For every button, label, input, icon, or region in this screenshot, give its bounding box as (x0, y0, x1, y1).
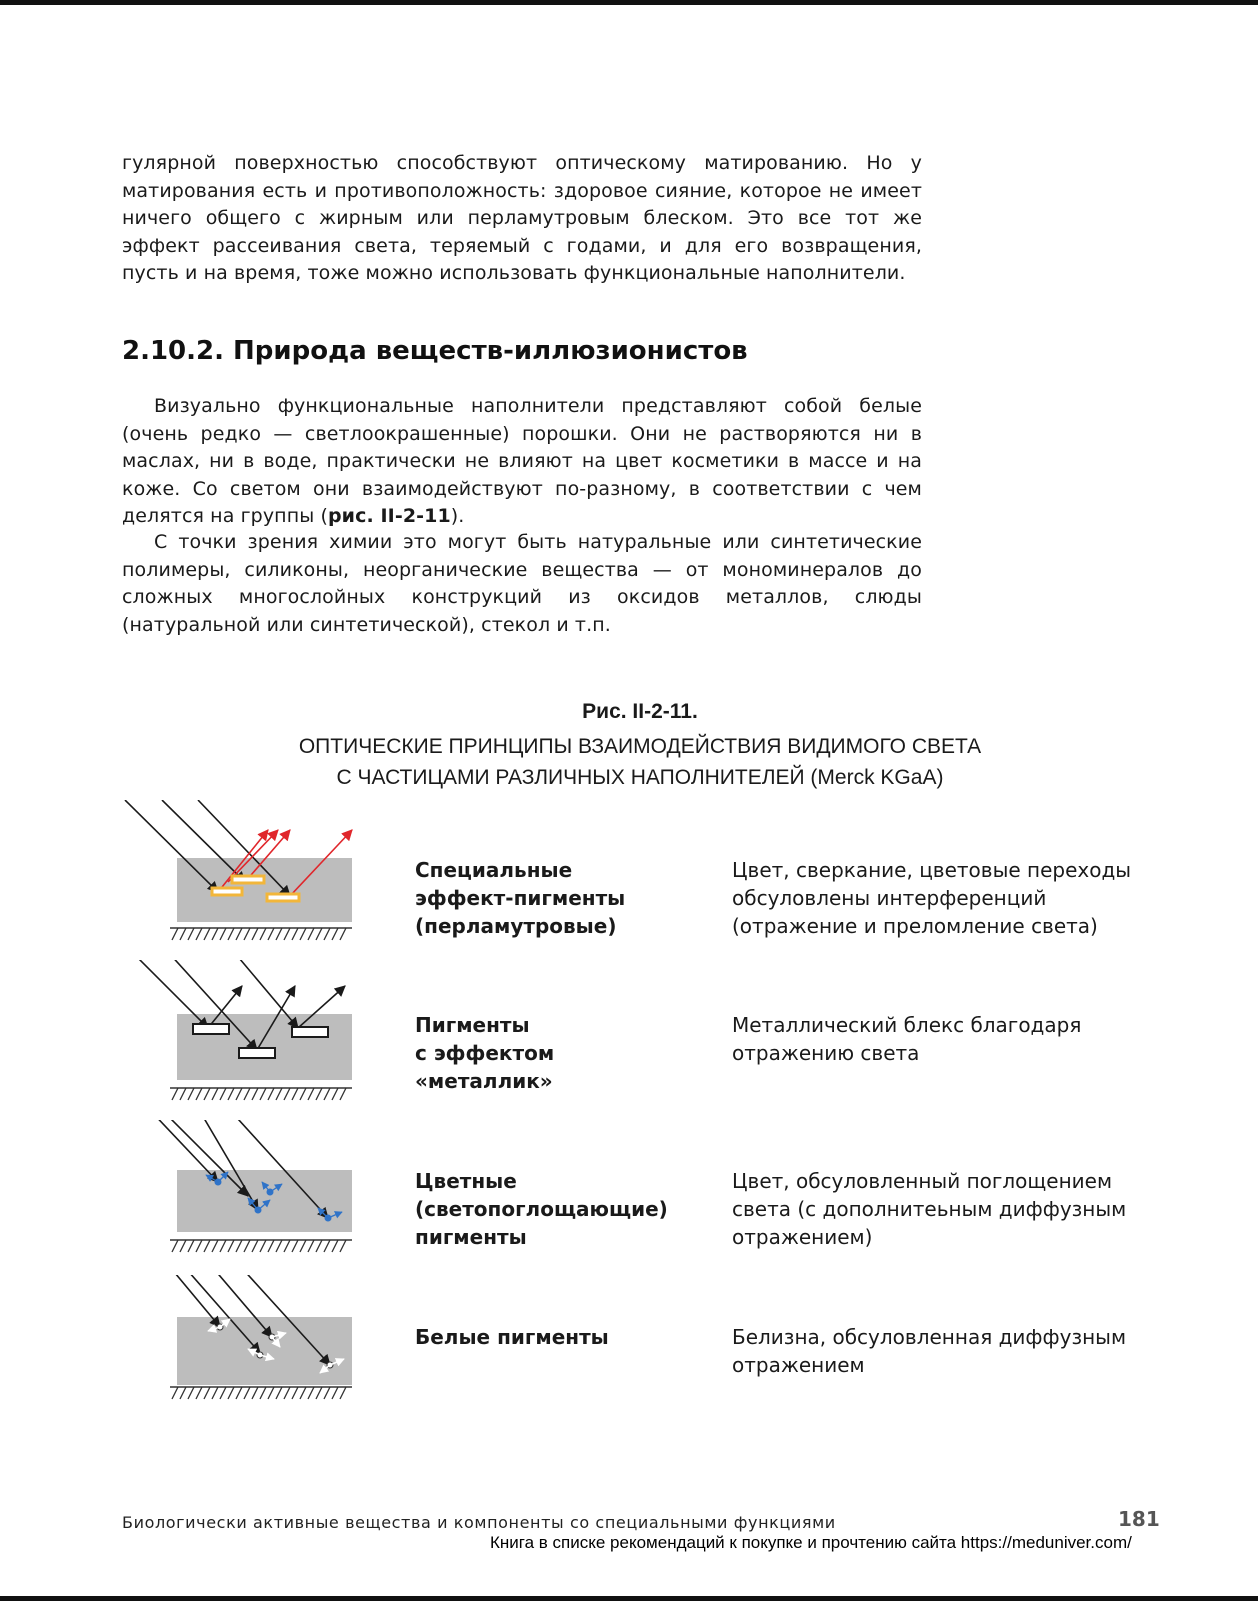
running-footer-title: Биологически активные вещества и компоненты со специальными функциями (122, 1513, 836, 1532)
body-paragraph-2 (122, 393, 922, 531)
desc-line: света (с дополнитеьным диффузным (732, 1197, 1127, 1221)
page-top-edge (0, 0, 1258, 5)
substrate-layer (177, 858, 352, 922)
desc-line: отражением (732, 1353, 865, 1377)
metallic-pigment-illustration (120, 960, 360, 1120)
name-line: (светопоглощающие) (415, 1197, 668, 1221)
name-line: (перламутровые) (415, 914, 617, 938)
page-number: 181 (1118, 1507, 1160, 1531)
white-pigment-description (732, 1323, 1172, 1379)
absorbing-pigment-description (732, 1167, 1172, 1251)
desc-line: Цвет, обсуловленный поглощением (732, 1169, 1113, 1193)
site-watermark: Книга в списке рекомендаций к покупке и прочтению сайта https://meduniver.com/ (490, 1533, 1132, 1552)
name-line: «металлик» (415, 1069, 553, 1093)
white-pigment-illustration (120, 1275, 360, 1435)
pearlescent-pigment-name (415, 856, 705, 940)
paragraph-2-end: ). (450, 505, 465, 527)
figure-title-line-1: ОПТИЧЕСКИЕ ПРИНЦИПЫ ВЗАИМОДЕЙСТВИЯ ВИДИМОГО СВЕТА (298, 735, 982, 758)
section-heading: 2.10.2. Природа веществ-иллюзионистов (122, 336, 748, 366)
name-line: Пигменты (415, 1013, 530, 1037)
pearlescent-pigment-description (732, 856, 1172, 940)
body-paragraph-3: С точки зрения химии это могут быть натуральные или синтетические полимеры, силиконы, неорганические вещества — от мономинералов до сложных многослойных конструкций из оксидов металлов, слюды (натуральной или синтетической), стекол и т.п. (122, 531, 922, 636)
desc-line: отражению света (732, 1041, 920, 1065)
name-line: эффект-пигменты (415, 886, 626, 910)
paragraph-2-text: Визуально функциональные наполнители представляют собой белые (очень редко — светлоокрашенные) порошки. Они не растворяются ни в маслах, ни в воде, практически не влияют на цвет косметики в массе и на коже. Со светом они взаимодействуют по-разному, в соответствии с чем делятся на группы ( (122, 395, 922, 527)
white-pigment-name (415, 1323, 705, 1351)
metallic-pigment-description (732, 1011, 1172, 1067)
desc-line: (отражение и преломление света) (732, 914, 1098, 938)
desc-line: Металлический блекс благодаря (732, 1013, 1082, 1037)
figure-number: Рис. II-2-11. (582, 700, 698, 723)
name-line: пигменты (415, 1225, 527, 1249)
absorbing-pigment-name (415, 1167, 705, 1251)
page-bottom-edge (0, 1596, 1258, 1601)
name-line: Белые пигменты (415, 1325, 609, 1349)
body-paragraph-1: гулярной поверхностью способствуют оптическому матированию. Но у матирования есть и противоположность: здоровое сияние, которое не имеет ничего общего с жирным или перламутровым блеском. Это все тот же эффект рассеивания света, теряемый с годами, и для его возвращения, пусть и на время, тоже можно использовать функциональные наполнители. (122, 152, 922, 284)
metallic-pigment-name (415, 1011, 705, 1095)
desc-line: Цвет, сверкание, цветовые переходы (732, 858, 1132, 882)
name-line: Цветные (415, 1169, 517, 1193)
desc-line: обсуловлены интерференций (732, 886, 1047, 910)
desc-line: Белизна, обсуловленная диффузным (732, 1325, 1127, 1349)
absorbing-pigment-illustration (120, 1120, 360, 1280)
name-line: с эффектом (415, 1041, 555, 1065)
name-line: Специальные (415, 858, 573, 882)
figure-reference: рис. II-2-11 (327, 505, 451, 527)
ground-hatch (172, 928, 346, 940)
pearlescent-pigment-illustration (120, 800, 360, 960)
figure-title-line-2: С ЧАСТИЦАМИ РАЗЛИЧНЫХ НАПОЛНИТЕЛЕЙ (Merck KGaA) (336, 766, 944, 789)
desc-line: отражением) (732, 1225, 873, 1249)
